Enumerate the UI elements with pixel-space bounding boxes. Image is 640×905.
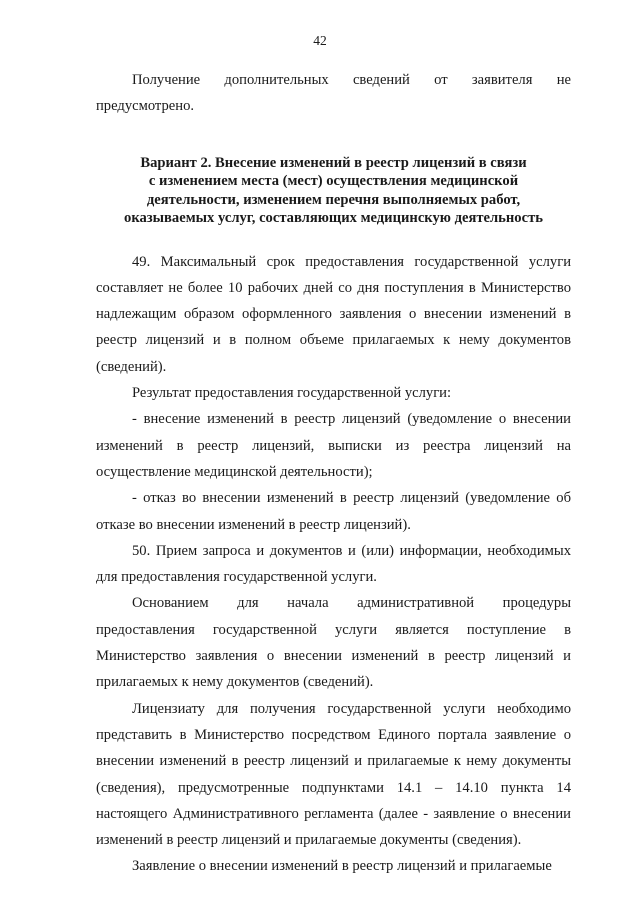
heading-line-3: деятельности, изменением перечня выполняемых работ, (146, 191, 521, 208)
intro-line-2: предусмотрено. (96, 98, 195, 115)
section-heading (96, 154, 571, 228)
paragraph-basis: Основанием для начала административной процедуры предоставления государственной услуги является поступление в Министерство заявления о внесении изменений в реестр лицензий и прилагаемых к нему документов (сведений). (96, 595, 571, 691)
intro-line-1: Получение дополнительных сведений от заявителя не (132, 72, 571, 88)
paragraph-50: 50. Прием запроса и документов и (или) информации, необходимых для предоставления государственной услуги. (96, 542, 571, 586)
page-number: 42 (313, 33, 327, 48)
paragraph-49: 49. Максимальный срок предоставления государственной услуги составляет не более 10 рабочих дней со дня поступления в Министерство надлежащим образом оформленного заявления о внесении изменений в реестр лицензий и в полном объеме прилагаемых к нему документов (сведений). (96, 253, 571, 375)
paragraph-result-title: Результат предоставления государственной услуги: (132, 385, 452, 402)
heading-line-2: с изменением места (мест) осуществления медицинской (148, 173, 519, 190)
paragraph-application: Заявление о внесении изменений в реестр лицензий и прилагаемые (132, 858, 552, 875)
paragraph-result-item-1: - внесение изменений в реестр лицензий (уведомление о внесении изменений в реестр лицензий, выписки из реестра лицензий на осуществление медицинской деятельности); (96, 411, 571, 480)
paragraph-licensee: Лицензиату для получения государственной услуги необходимо представить в Министерство посредством Единого портала заявление о внесении изменений в реестр лицензий и прилагаемые к нему документы (сведения), предусмотренные подпунктами 14.1 – 14.10 пункта 14 настоящего Административного регламента (далее - заявление о внесении изменений в реестр лицензий и прилагаемые документы (сведения). (96, 700, 571, 849)
heading-line-1: Вариант 2. Внесение изменений в реестр лицензий в связи (140, 154, 527, 171)
paragraph-result-item-2: - отказ во внесении изменений в реестр лицензий (уведомление об отказе во внесении изменений в реестр лицензий). (96, 490, 571, 533)
document-body (96, 67, 571, 880)
heading-line-4: оказываемых услуг, составляющих медицинскую деятельность (124, 210, 543, 227)
